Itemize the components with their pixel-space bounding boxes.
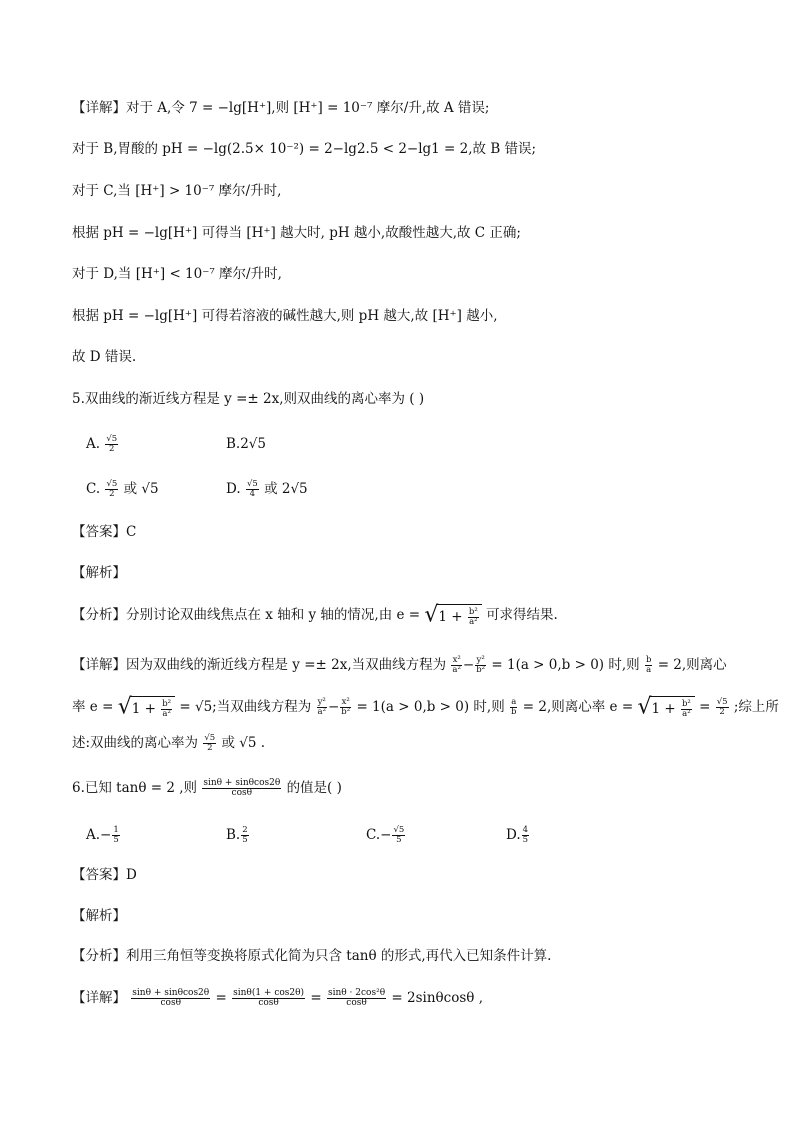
q5-eq-b-over-a: $\frac{b}{a}$ xyxy=(645,655,652,675)
q5-radical-1: √1 + $\frac{\text{b²}}{\text{a²}}$ xyxy=(118,696,175,719)
q5-option-d-frac: $\frac{√5}{4}$ xyxy=(246,479,258,499)
q5-xiangjie-line-1: 【详解】因为双曲线的渐近线方程是 y =± 2x,当双曲线方程为 $\frac{\text{x²}}{\text{a²}}$ − $\frac{\text{y²}}{\text{b²}}$ = 1(a > 0,b > 0) 时,则 $\frac{b}{a}$ = 2,则离心 xyxy=(72,655,727,675)
q5-xiangjie-l2-text-f: ;综上所 xyxy=(733,699,779,715)
q5-eq-x2b2: $\frac{\text{x²}}{\text{b²}}$ xyxy=(341,697,351,717)
q6-option-d-label: D. xyxy=(506,827,521,843)
q5-eq-x2a2: $\frac{\text{x²}}{\text{a²}}$ xyxy=(452,655,461,675)
q6-fenxi: 【分析】利用三角恒等变换将原式化简为只含 tanθ 的形式,再代入已知条件计算. xyxy=(72,948,552,964)
q6-stem-text-b: 的值是( ) xyxy=(286,780,342,796)
q5-option-b xyxy=(226,434,266,454)
q5-eq-y2a2: $\frac{\text{y²}}{\text{a²}}$ xyxy=(317,697,326,717)
q6-xiangjie-frac-2: $\frac{\sin\theta(1 + \cos 2\theta)}{\cos\theta}$ xyxy=(233,988,305,1008)
q5-option-b-label: B. xyxy=(226,436,241,452)
q5-eq-sqrt5-over-2: $\frac{√5}{2}$ xyxy=(716,697,728,717)
q5-xiangjie-l2-text-b: = √5;当双曲线方程为 xyxy=(179,699,312,715)
q6-option-a xyxy=(86,825,121,845)
q5-xiangjie-line-3 xyxy=(72,733,265,753)
q6-option-c-frac: $\frac{√5}{5}$ xyxy=(393,825,405,845)
q6-xiangjie-frac-3: $\frac{\text{sinθ · 2cos²θ}}{\cos\theta}$ xyxy=(327,988,386,1008)
solution-line-c1: 对于 C,当 [H⁺] > 10⁻⁷ 摩尔/升时, xyxy=(72,183,282,199)
q5-option-b-value: 2√5 xyxy=(240,436,266,452)
q5-fenxi-text-a: 【分析】分别讨论双曲线焦点在 x 轴和 y 轴的情况,由 e = xyxy=(72,607,421,623)
question-6-stem xyxy=(72,778,342,798)
q5-answer: 【答案】C xyxy=(72,524,137,540)
q5-option-a-frac: $\frac{√5}{2}$ xyxy=(106,434,118,454)
q5-option-d: D. $\frac{√5}{4}$ 或 2√5 xyxy=(226,479,308,499)
solution-line-a: 【详解】对于 A,令 7 = −lg[H⁺],则 [H⁺] = 10⁻⁷ 摩尔/升,故 A 错误; xyxy=(72,100,490,116)
solution-line-d3: 故 D 错误. xyxy=(72,349,137,365)
q6-xiangjie-head: 【详解】 xyxy=(72,990,126,1006)
q5-xiangjie-l1-text-b: = 1(a > 0,b > 0) 时,则 xyxy=(491,657,640,673)
q6-option-a-label: A.− xyxy=(86,827,112,843)
q5-eq-a-over-b: $\frac{a}{b}$ xyxy=(511,697,517,717)
q6-xiangjie-frac-1: $\frac{\sin\theta + \sin\theta\cos 2\theta}{\cos\theta}$ xyxy=(132,988,210,1008)
q5-option-d-or: 或 xyxy=(264,481,278,497)
q5-xiangjie-l3-text-b: 或 √5 . xyxy=(221,735,266,751)
q5-xiangjie-line-2: 率 e = √1 + $\frac{\text{b²}}{\text{a²}}$ = √5;当双曲线方程为 $\frac{\text{y²}}{\text{a²}}$ − $\frac{\text{x²}}{\text{b²}}$ = 1(a > 0,b > 0) 时,则 $\frac{a}{b}$ = 2,则离心率 e = √1 + $\frac{\text{b²}}{\text{a²}}$ = $\frac{√5}{2}$ ;综上所 xyxy=(72,694,779,720)
q6-xiangjie xyxy=(72,988,483,1008)
solution-line-d2: 根据 pH = −lg[H⁺] 可得若溶液的碱性越大,则 pH 越大,故 [H⁺] 越小, xyxy=(72,308,498,324)
q6-option-d xyxy=(506,825,530,845)
q5-xiangjie-l2-text-a: 率 e = xyxy=(72,699,114,715)
q6-stem-frac: $\frac{\sin\theta + \sin\theta\cos 2\theta}{\cos\theta}$ xyxy=(203,778,281,798)
solution-line-b: 对于 B,胃酸的 pH = −lg(2.5× 10⁻²) = 2−lg2.5 < 2−lg1 = 2,故 B 错误; xyxy=(72,141,537,157)
q5-xiangjie-l1-text-c: = 2,则离心 xyxy=(657,657,727,673)
q6-option-b-label: B. xyxy=(226,827,241,843)
q5-xiangjie-l2-text-d: = 2,则离心率 e = xyxy=(522,699,634,715)
q6-xiangjie-eq-1: = xyxy=(215,990,227,1006)
q5-fenxi-radical: √1 + $\frac{\text{b²}}{\text{a²}}$ xyxy=(424,604,481,627)
solution-line-c2: 根据 pH = −lg[H⁺] 可得当 [H⁺] 越大时, pH 越小,故酸性越大,故 C 正确; xyxy=(72,225,521,241)
q5-fenxi-text-b: 可求得结果. xyxy=(486,607,558,623)
q5-option-c: C. $\frac{√5}{2}$ 或 √5 xyxy=(86,479,159,499)
question-5-stem: 5.双曲线的渐近线方程是 y =± 2x,则双曲线的离心率为 ( ) xyxy=(72,391,425,407)
q5-radical-2: √1 + $\frac{\text{b²}}{\text{a²}}$ xyxy=(637,696,694,719)
q5-option-a xyxy=(86,434,119,454)
solution-line-d1: 对于 D,当 [H⁺] < 10⁻⁷ 摩尔/升时, xyxy=(72,266,282,282)
q5-option-a-label: A. xyxy=(86,436,101,452)
q5-xiangjie-l2-text-c: = 1(a > 0,b > 0) 时,则 xyxy=(356,699,505,715)
q5-fenxi xyxy=(72,604,558,627)
q5-analysis-heading: 【解析】 xyxy=(72,565,126,581)
q5-xiangjie-l3-text-a: 述:双曲线的离心率为 xyxy=(72,735,199,751)
q5-xiangjie-l1-text-a: 【详解】因为双曲线的渐近线方程是 y =± 2x,当双曲线方程为 xyxy=(72,657,447,673)
q5-option-d-label: D. xyxy=(226,481,241,497)
q6-answer: 【答案】D xyxy=(72,867,137,883)
q6-option-c xyxy=(366,825,406,845)
q6-option-a-frac: $\frac{1}{5}$ xyxy=(113,825,119,845)
q6-option-b-frac: $\frac{2}{5}$ xyxy=(242,825,248,845)
q6-xiangjie-end: = 2sinθcosθ , xyxy=(391,990,483,1006)
q6-option-d-frac: $\frac{4}{5}$ xyxy=(522,825,529,845)
q6-option-c-label: C.− xyxy=(366,827,392,843)
q5-option-c-frac: $\frac{√5}{2}$ xyxy=(106,479,118,499)
q5-eq-y2b2: $\frac{\text{y²}}{\text{b²}}$ xyxy=(476,655,486,675)
q5-xiangjie-l2-text-e: = xyxy=(699,699,711,715)
q5-option-c-label: C. xyxy=(86,481,101,497)
q6-analysis-heading: 【解析】 xyxy=(72,908,126,924)
q6-xiangjie-eq-2: = xyxy=(310,990,322,1006)
q6-option-b xyxy=(226,825,250,845)
q6-stem-text-a: 6.已知 tanθ = 2 ,则 xyxy=(72,780,198,796)
q5-option-c-or: 或 xyxy=(123,481,138,497)
q5-conclusion-frac: $\frac{√5}{2}$ xyxy=(204,733,216,753)
